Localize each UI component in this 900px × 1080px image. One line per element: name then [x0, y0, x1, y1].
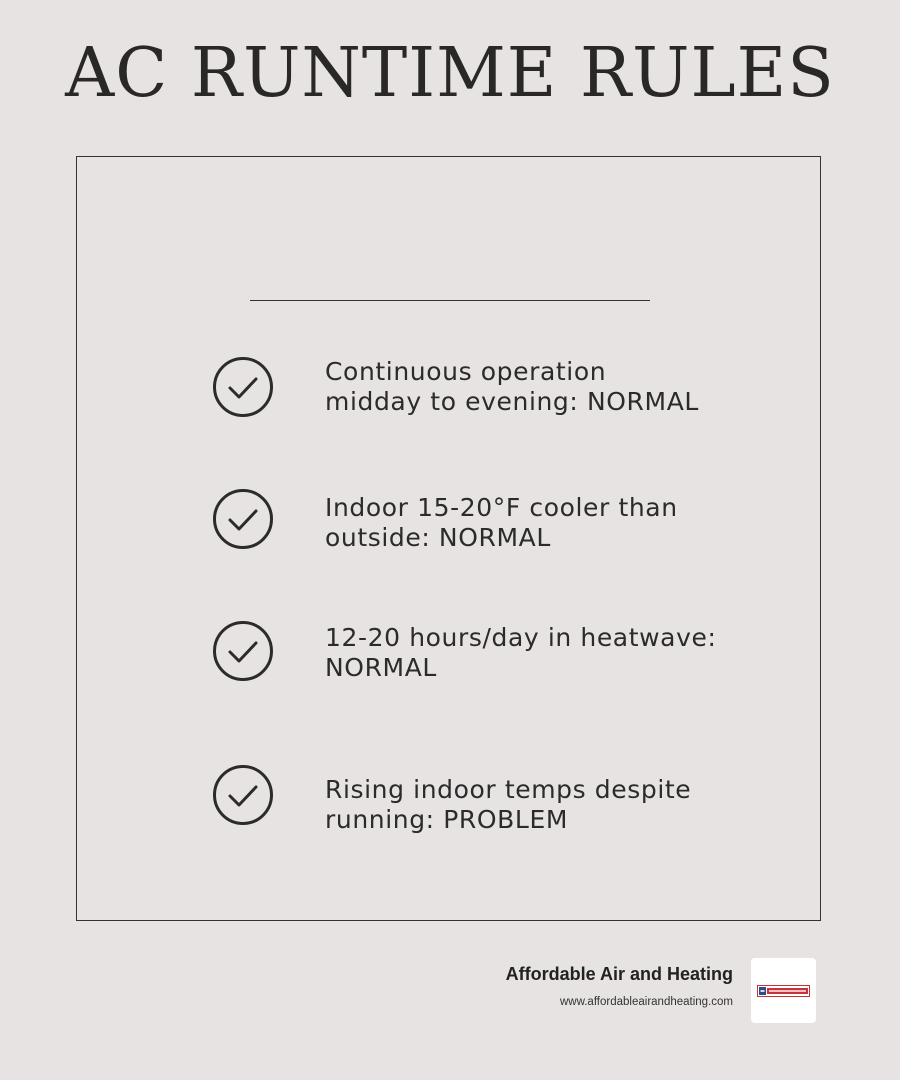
rule-item: [212, 488, 772, 552]
rule-text: [325, 357, 765, 417]
rule-text: [325, 775, 765, 835]
check-circle-icon: [212, 764, 274, 826]
check-circle-icon: [212, 356, 274, 418]
company-logo: [751, 958, 816, 1023]
rule-text-line: 12-20 hours/day in heatwave:: [325, 623, 717, 652]
rule-text-line: outside: NORMAL: [325, 523, 551, 552]
company-url[interactable]: www.affordableairandheating.com: [559, 996, 733, 1008]
rule-text: [325, 623, 765, 683]
rule-text-line: Indoor 15-20°F cooler than: [325, 493, 678, 522]
divider-line: [250, 300, 650, 301]
rule-text-line: midday to evening: NORMAL: [325, 387, 699, 416]
company-name: Affordable Air and Heating: [505, 964, 733, 984]
rule-text-line: NORMAL: [325, 653, 437, 682]
rule-text-line: Rising indoor temps despite: [325, 775, 692, 804]
logo-icon: [757, 985, 810, 997]
rule-text: [325, 493, 765, 553]
rule-text-line: Continuous operation: [325, 357, 607, 386]
check-circle-icon: [212, 488, 274, 550]
rule-text-line: running: PROBLEM: [325, 805, 569, 834]
rule-item: [212, 764, 772, 834]
rule-item: [212, 620, 772, 684]
check-circle-icon: [212, 620, 274, 682]
rule-item: [212, 356, 772, 420]
page-title: AC RUNTIME RULES: [65, 34, 835, 113]
